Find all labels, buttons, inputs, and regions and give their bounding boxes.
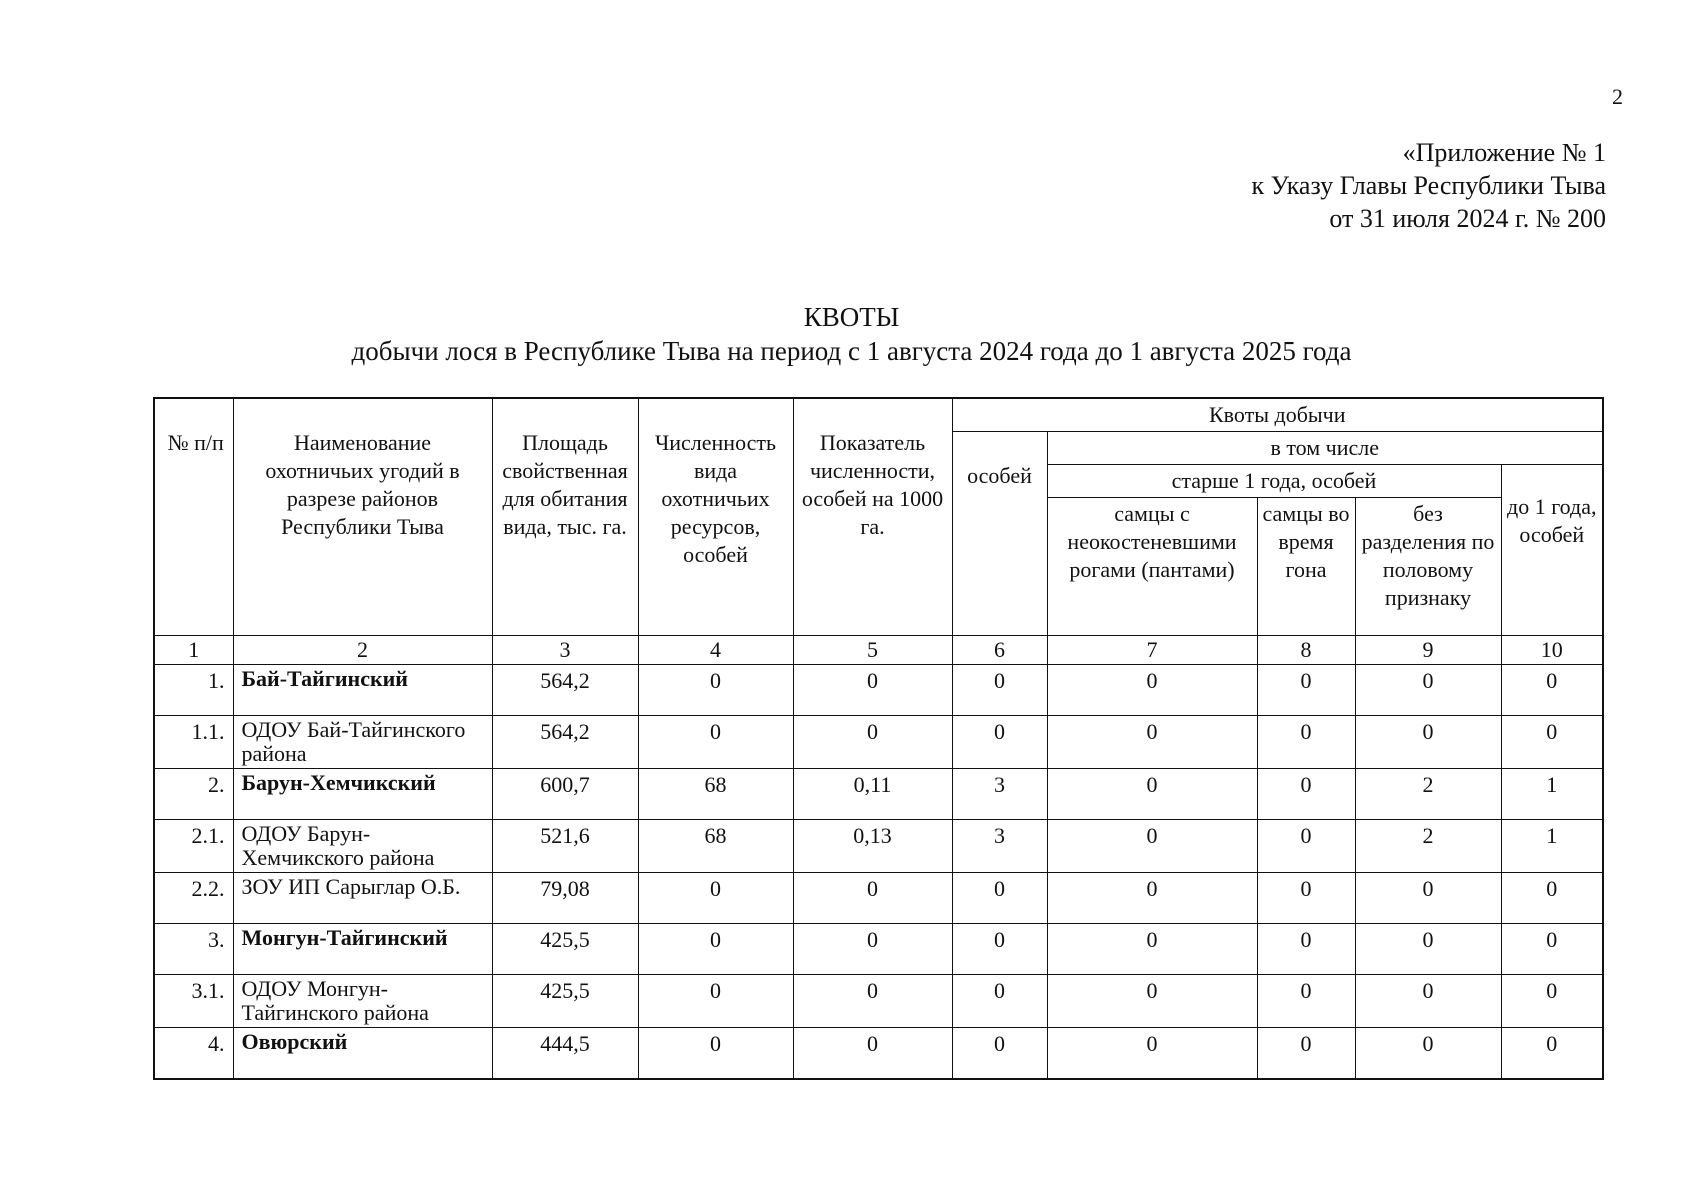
quota-total: 3 <box>952 769 1047 820</box>
appendix-line-3: от 31 июля 2024 г. № 200 <box>1329 204 1606 233</box>
area-value: 79,08 <box>492 873 638 924</box>
table-row <box>154 820 1603 873</box>
quota-antlers: 0 <box>1047 665 1257 716</box>
quota-nosex: 0 <box>1355 873 1501 924</box>
district-row <box>154 665 1603 716</box>
density-value: 0 <box>793 873 952 924</box>
header-older: старше 1 года, особей <box>1047 465 1501 498</box>
quota-total: 0 <box>952 1028 1047 1080</box>
title-subtitle: добычи лося в Республике Тыва на период с 1 августа 2024 года до 1 августа 2025 года <box>351 336 1352 366</box>
density-value: 0 <box>793 975 952 1028</box>
population-value: 0 <box>638 873 793 924</box>
header-area: Площадь свойственная для обитания вида, тыс. га. <box>492 398 638 636</box>
header-antlers: самцы с неокостеневшими рогами (пантами) <box>1047 498 1257 636</box>
quota-rut: 0 <box>1257 769 1355 820</box>
area-value: 600,7 <box>492 769 638 820</box>
quota-rut: 0 <box>1257 820 1355 873</box>
row-number: 1. <box>154 665 233 716</box>
quota-nosex: 0 <box>1355 924 1501 975</box>
row-number: 1.1. <box>154 716 233 769</box>
row-number: 3. <box>154 924 233 975</box>
quota-antlers: 0 <box>1047 924 1257 975</box>
area-name: ОДОУ Барун-Хемчикского района <box>233 820 492 873</box>
quota-young: 0 <box>1501 665 1603 716</box>
column-number: 7 <box>1047 636 1257 665</box>
population-value: 0 <box>638 665 793 716</box>
quota-young: 0 <box>1501 873 1603 924</box>
density-value: 0 <box>793 1028 952 1080</box>
district-row <box>154 769 1603 820</box>
area-name: ЗОУ ИП Сарыглар О.Б. <box>233 873 492 924</box>
quota-antlers: 0 <box>1047 873 1257 924</box>
quota-total: 0 <box>952 716 1047 769</box>
quota-young: 0 <box>1501 975 1603 1028</box>
column-number-row <box>154 636 1603 665</box>
quota-nosex: 2 <box>1355 769 1501 820</box>
column-number: 9 <box>1355 636 1501 665</box>
population-value: 0 <box>638 1028 793 1080</box>
area-value: 521,6 <box>492 820 638 873</box>
header-quota-group: Квоты добычи <box>952 398 1603 432</box>
header-nosex: без разделения по половому признаку <box>1355 498 1501 636</box>
header-count: Численность вида охотничьих ресурсов, особей <box>638 398 793 636</box>
quota-young: 0 <box>1501 716 1603 769</box>
document-title <box>0 300 1703 368</box>
quota-nosex: 0 <box>1355 975 1501 1028</box>
area-name: Барун-Хемчикский <box>233 769 492 820</box>
area-name: Бай-Тайгинский <box>233 665 492 716</box>
quota-young: 0 <box>1501 1028 1603 1080</box>
area-name: Монгун-Тайгинский <box>233 924 492 975</box>
row-number: 4. <box>154 1028 233 1080</box>
header-num: № п/п <box>154 398 233 636</box>
quota-rut: 0 <box>1257 924 1355 975</box>
area-value: 564,2 <box>492 665 638 716</box>
quota-rut: 0 <box>1257 975 1355 1028</box>
quota-antlers: 0 <box>1047 716 1257 769</box>
table-row <box>154 975 1603 1028</box>
quota-antlers: 0 <box>1047 820 1257 873</box>
table-header <box>154 398 1603 665</box>
district-row <box>154 924 1603 975</box>
quota-rut: 0 <box>1257 873 1355 924</box>
population-value: 0 <box>638 924 793 975</box>
density-value: 0 <box>793 716 952 769</box>
quota-nosex: 0 <box>1355 1028 1501 1080</box>
header-name: Наименование охотничьих угодий в разрезе районов Республики Тыва <box>233 398 492 636</box>
column-number: 6 <box>952 636 1047 665</box>
page-number: 2 <box>1612 84 1623 109</box>
quota-total: 3 <box>952 820 1047 873</box>
quota-rut: 0 <box>1257 716 1355 769</box>
density-value: 0 <box>793 924 952 975</box>
appendix-reference <box>1251 136 1606 235</box>
population-value: 0 <box>638 716 793 769</box>
table-body <box>154 665 1603 1080</box>
header-including: в том числе <box>1047 432 1603 465</box>
column-number: 1 <box>154 636 233 665</box>
quota-rut: 0 <box>1257 665 1355 716</box>
population-value: 68 <box>638 769 793 820</box>
quota-young: 1 <box>1501 820 1603 873</box>
quota-rut: 0 <box>1257 1028 1355 1080</box>
area-value: 564,2 <box>492 716 638 769</box>
area-name: Овюрский <box>233 1028 492 1080</box>
area-name: ОДОУ Монгун-Тайгинского района <box>233 975 492 1028</box>
area-value: 425,5 <box>492 924 638 975</box>
quota-antlers: 0 <box>1047 769 1257 820</box>
column-number: 4 <box>638 636 793 665</box>
quota-total: 0 <box>952 924 1047 975</box>
header-density: Показатель численности, особей на 1000 га. <box>793 398 952 636</box>
appendix-line-1: «Приложение № 1 <box>1402 138 1606 167</box>
area-value: 444,5 <box>492 1028 638 1080</box>
row-number: 2.1. <box>154 820 233 873</box>
quota-total: 0 <box>952 873 1047 924</box>
area-name: ОДОУ Бай-Тайгинского района <box>233 716 492 769</box>
header-rut: самцы во время гона <box>1257 498 1355 636</box>
district-row <box>154 1028 1603 1080</box>
column-number: 8 <box>1257 636 1355 665</box>
quota-young: 1 <box>1501 769 1603 820</box>
density-value: 0,13 <box>793 820 952 873</box>
quota-total: 0 <box>952 665 1047 716</box>
column-number: 10 <box>1501 636 1603 665</box>
header-total: особей <box>952 432 1047 636</box>
header-young: до 1 года, особей <box>1501 465 1603 636</box>
quota-nosex: 0 <box>1355 716 1501 769</box>
area-value: 425,5 <box>492 975 638 1028</box>
quota-table <box>153 397 1604 1080</box>
quota-antlers: 0 <box>1047 1028 1257 1080</box>
row-number: 3.1. <box>154 975 233 1028</box>
density-value: 0,11 <box>793 769 952 820</box>
quota-nosex: 0 <box>1355 665 1501 716</box>
population-value: 68 <box>638 820 793 873</box>
quota-antlers: 0 <box>1047 975 1257 1028</box>
column-number: 5 <box>793 636 952 665</box>
row-number: 2. <box>154 769 233 820</box>
quota-nosex: 2 <box>1355 820 1501 873</box>
title-main: КВОТЫ <box>803 302 900 332</box>
table-row <box>154 716 1603 769</box>
quota-young: 0 <box>1501 924 1603 975</box>
table-row <box>154 873 1603 924</box>
density-value: 0 <box>793 665 952 716</box>
column-number: 3 <box>492 636 638 665</box>
quota-total: 0 <box>952 975 1047 1028</box>
column-number: 2 <box>233 636 492 665</box>
appendix-line-2: к Указу Главы Республики Тыва <box>1251 171 1606 200</box>
row-number: 2.2. <box>154 873 233 924</box>
population-value: 0 <box>638 975 793 1028</box>
